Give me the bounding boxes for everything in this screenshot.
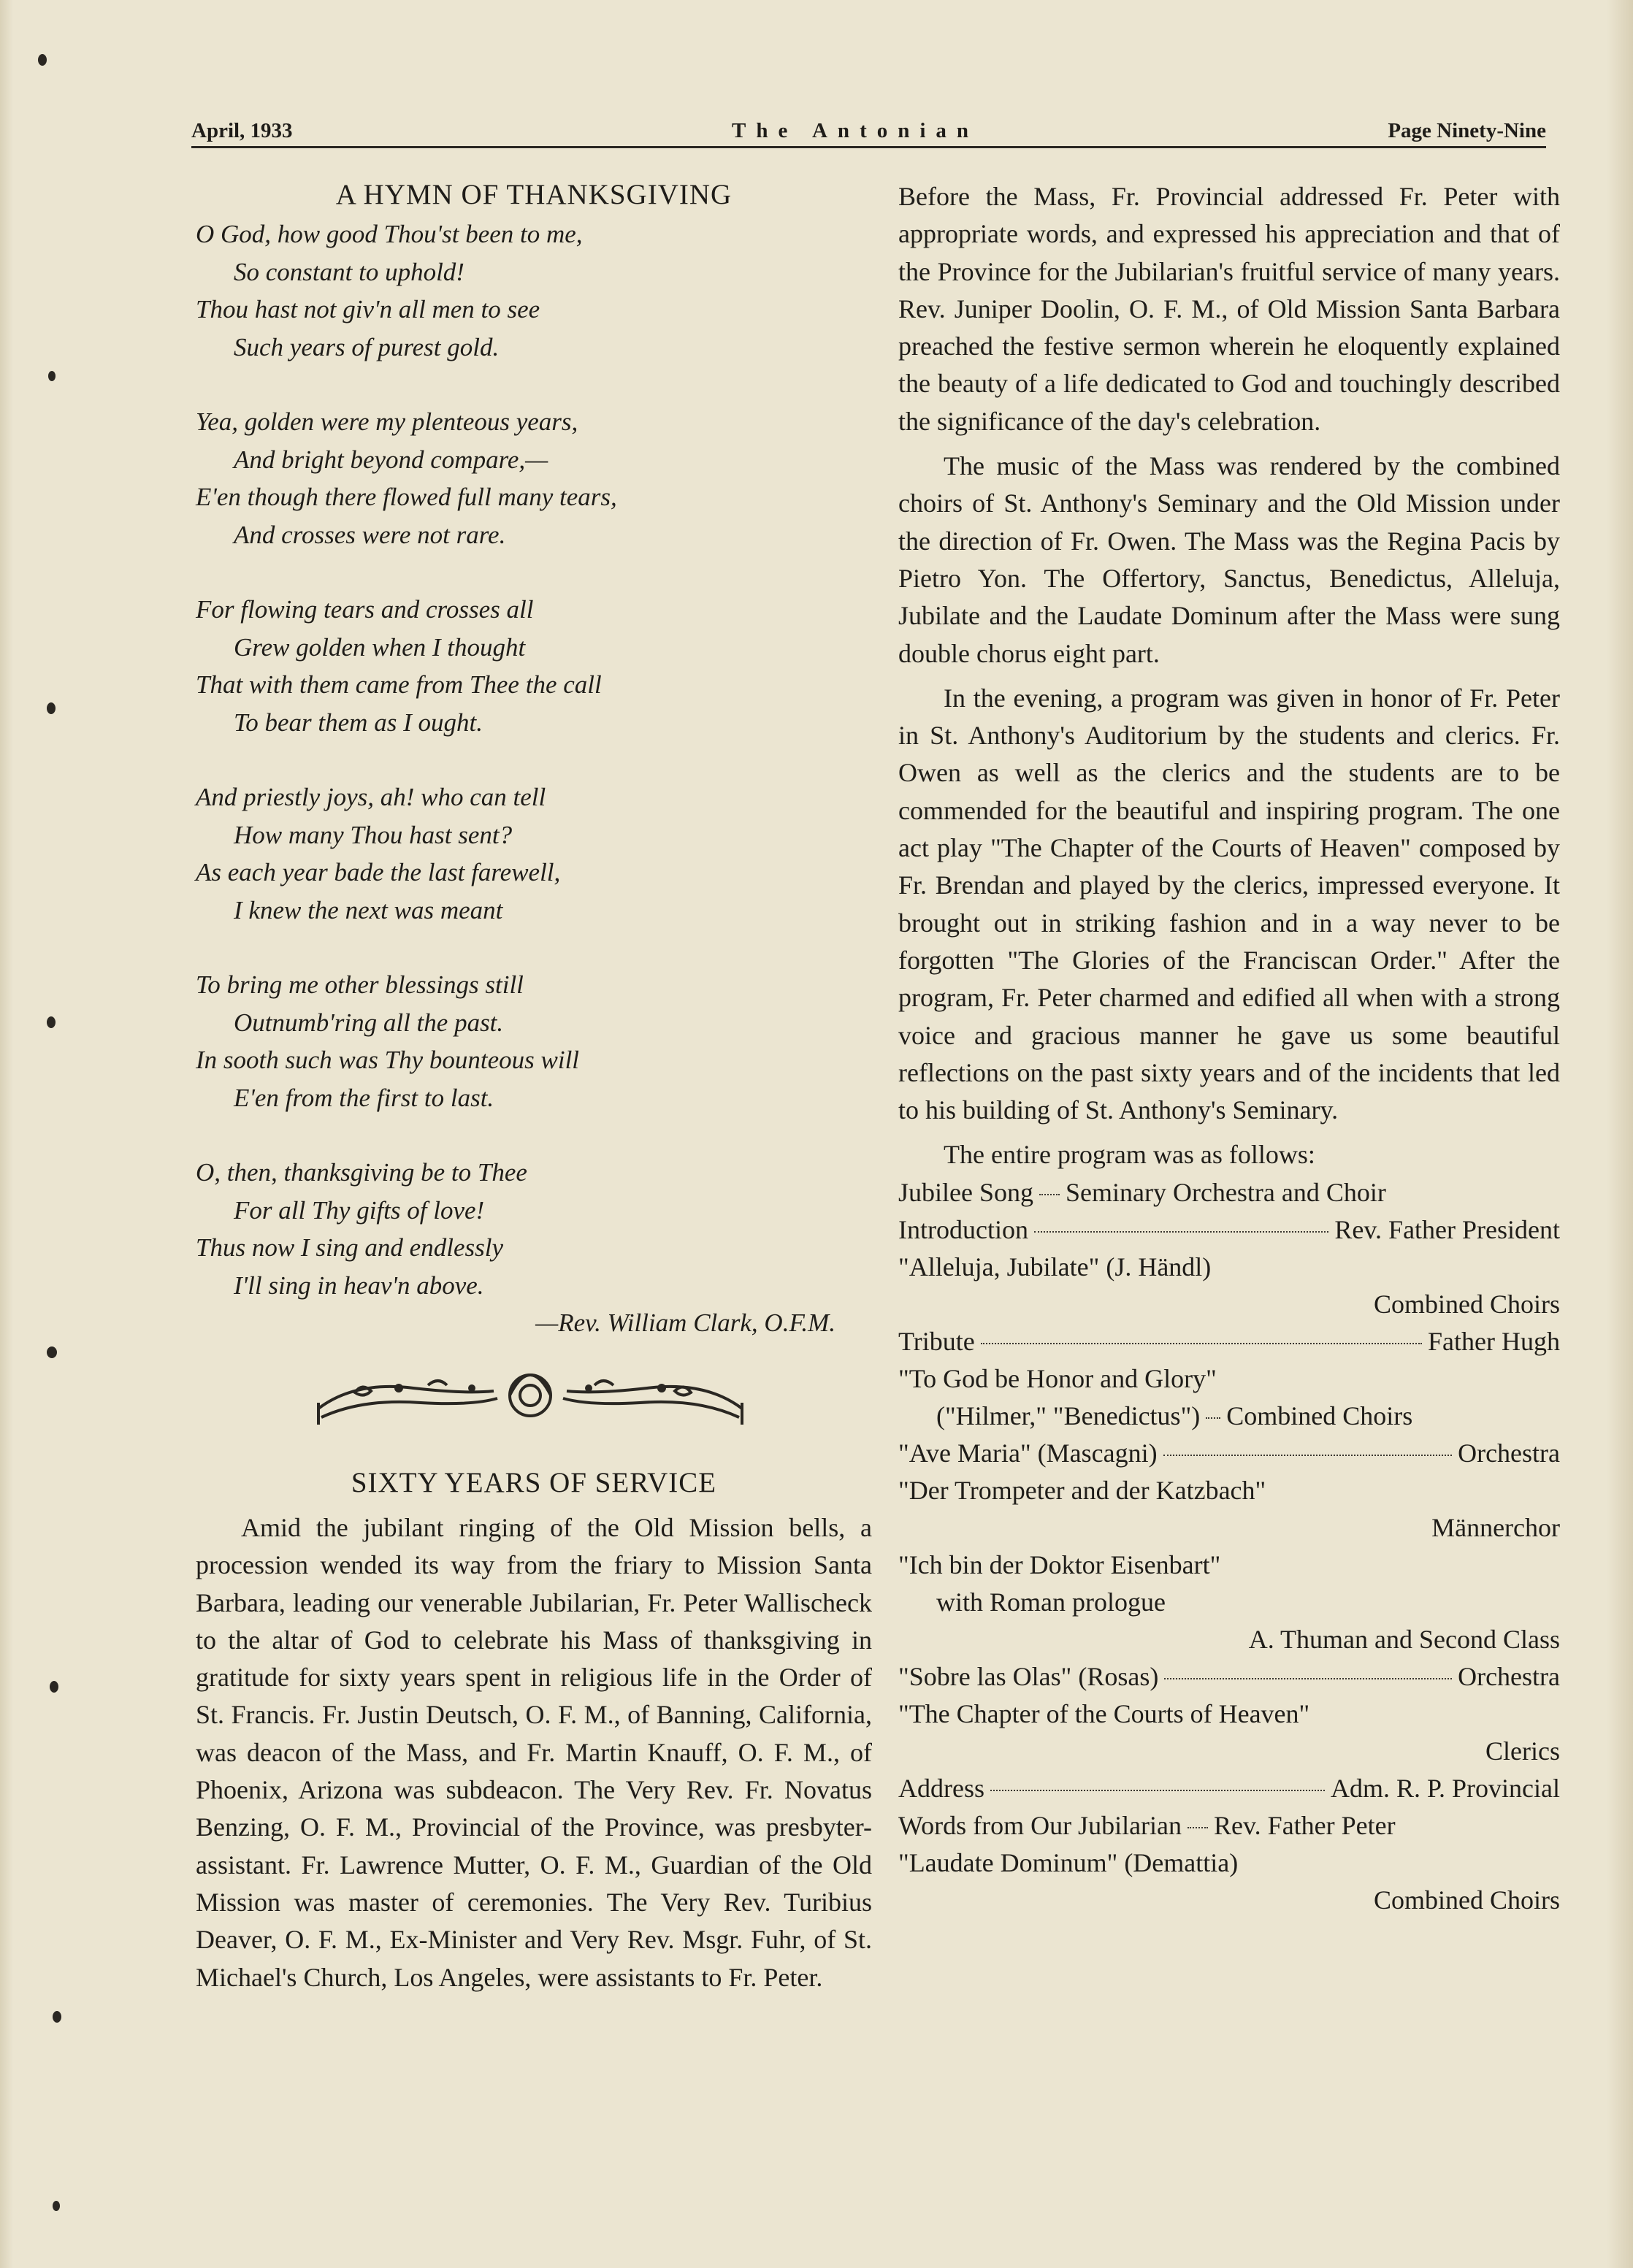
binder-mark [47,702,56,714]
poem-line: O, then, thanksgiving be to Thee [196,1158,527,1187]
program-performer: Orchestra [1458,1661,1560,1691]
program-title: "Der Trompeter and der Katzbach" [898,1475,1266,1505]
poem-line: As each year bade the last farewell, [196,858,561,886]
program-item [898,1174,1560,1211]
binder-mark [53,2011,61,2023]
program-item [898,1211,1560,1249]
right-column [898,178,1560,1919]
program-title: "Laudate Dominum" (Demattia) [898,1847,1239,1877]
article-paragraph: In the evening, a program was given in honor of Fr. Peter in St. Anthony's Auditorium by the students and clerics. Fr. Owen as well as the clerics and the students are to be commended for the beautiful and inspiring program. The one act play "The Chapter of the Courts of Heaven" composed by Fr. Brendan and played by the clerics, impressed everyone. It brought out in striking fashion and in a way never to be forgotten "The Glories of the Franciscan Order." After the program, Fr. Peter charmed and edified all when with a strong voice and gracious manner he gave us some beautiful reflections on the past sixty years and of the incidents that led to his building of St. Anthony's Seminary. [898,683,1560,1125]
program-performer: A. Thuman and Second Class [1248,1624,1560,1654]
binder-mark [50,1681,58,1693]
poem-line: Thus now I sing and endlessly [196,1233,503,1262]
program-performer: Adm. R. P. Provincial [1330,1773,1560,1803]
program-performer: Rev. Father Peter [1214,1810,1396,1840]
left-column [196,178,872,1996]
program-item [898,1770,1560,1807]
poem-line: For all Thy gifts of love! [234,1195,485,1225]
poem-line: In sooth such was Thy bounteous will [196,1046,580,1074]
program-title: "Ich bin der Doktor Eisenbart" [898,1549,1221,1579]
poem-line: O God, how good Thou'st been to me, [196,220,583,248]
program-performer: Orchestra [1458,1438,1560,1468]
ornament-divider-icon [311,1366,749,1426]
poem-stanza [196,778,872,929]
journal-title: The Antonian [732,119,979,142]
page-number: Page Ninety-Nine [1388,119,1546,142]
program-item [898,1435,1560,1472]
poem-stanza [196,215,872,366]
article-paragraph: Before the Mass, Fr. Provincial addressed Fr. Peter with appropriate words, and expressed his appreciation and that of the Province for the Jubilarian's fruitful service of many years. Rev. Juniper Doolin, O. F. M., of Old Mission Santa Barbara preached the festive sermon wherein he eloquently explained the beauty of a life dedicated to God and touchingly described the significance of the day's celebration. [898,182,1560,436]
program-list [898,1174,1560,1919]
program-performer: Rev. Father President [1334,1214,1560,1244]
program-item [898,1658,1560,1696]
program-performer: Combined Choirs [1373,1289,1560,1319]
program-item [898,1398,1560,1435]
poem-body [196,215,872,1341]
binder-mark [48,371,56,381]
poem-line: E'en though there flowed full many tears, [196,483,617,511]
leader-dots [1034,1231,1328,1233]
poem-line: E'en from the first to last. [234,1083,494,1112]
program-performer: Combined Choirs [1226,1401,1413,1430]
poem-line: Outnumb'ring all the past. [234,1008,504,1037]
program-title: "Ave Maria" (Mascagni) [898,1438,1158,1468]
program-performer: Clerics [1485,1736,1560,1766]
leader-dots [1188,1827,1208,1828]
poem-line: So constant to uphold! [234,257,464,286]
poem-stanza [196,966,872,1116]
poem-line: And priestly joys, ah! who can tell [196,783,546,811]
program-title: Address [898,1773,984,1803]
page-header [191,114,1546,148]
poem-title: A HYMN OF THANKSGIVING [335,179,733,210]
poem-line: Yea, golden were my plenteous years, [196,407,578,436]
leader-dots [1206,1417,1220,1419]
program-title: "Alleluja, Jubilate" (J. Händl) [898,1252,1212,1282]
program-title: Introduction [898,1214,1028,1244]
program-performer: Männerchor [1431,1512,1560,1542]
leader-dots [990,1790,1325,1791]
program-performer: Father Hugh [1428,1326,1560,1356]
program-title: Words from Our Jubilarian [898,1810,1182,1840]
poem-line: Such years of purest gold. [234,332,500,361]
poem-line: How many Thou hast sent? [234,820,513,849]
binder-mark [53,2201,60,2211]
poem-stanza [196,1154,872,1304]
poem-line: For flowing tears and crosses all [196,595,534,624]
article-paragraph: Amid the jubilant ringing of the Old Mission bells, a procession wended its way from the friary to Mission Santa Barbara, leading our venerable Jubilarian, Fr. Peter Wallischeck to the altar of God to celebrate his Mass of thanksgiving in gratitude for sixty years spent in religious life in the Order of St. Francis. Fr. Justin Deutsch, O. F. M., of Banning, California, was deacon of the Mass, and Fr. Martin Knauff, O. F. M., of Phoenix, Arizona was subdeacon. The Very Rev. Fr. Novatus Benzing, O. F. M., Provincial of the Province, was presbyter-assistant. Fr. Lawrence Mutter, O. F. M., Guardian of the Old Mission was master of ceremonies. The Very Rev. Turibius Deaver, O. F. M., Ex-Minister and Very Rev. Msgr. Fuhr, of St. Michael's Church, Los Angeles, were assistants to Fr. Peter. [196,1513,872,1992]
poem-stanza [196,591,872,741]
poem-author: —Rev. William Clark, O.F.M. [535,1309,835,1337]
program-title: "To God be Honor and Glory" [898,1363,1217,1393]
leader-dots [1163,1455,1452,1456]
program-item [898,1807,1560,1844]
program-title: Jubilee Song [898,1177,1033,1207]
poem-line: Grew golden when I thought [234,632,526,662]
issue-date: April, 1933 [191,119,293,142]
poem-line: Thou hast not giv'n all men to see [196,295,540,323]
program-performer: Seminary Orchestra and Choir [1066,1177,1386,1207]
poem-line: I'll sing in heav'n above. [234,1271,484,1300]
program-subtitle: with Roman prologue [936,1587,1166,1617]
poem-line: I knew the next was meant [234,895,503,924]
poem-line: And bright beyond compare,— [234,445,548,474]
poem-line: That with them came from Thee the call [196,670,602,699]
program-performer: Combined Choirs [1373,1885,1560,1915]
poem-line: And crosses were not rare. [234,520,506,549]
poem-line: To bear them as I ought. [234,708,483,737]
program-subtitle: ("Hilmer," "Benedictus") [936,1401,1201,1430]
article-title: SIXTY YEARS OF SERVICE [351,1467,717,1498]
leader-dots [981,1343,1422,1344]
article-paragraph: The entire program was as follows: [944,1140,1315,1170]
leader-dots [1164,1678,1452,1679]
leader-dots [1039,1194,1060,1195]
poem-stanza [196,403,872,553]
program-title: Tribute [898,1326,975,1356]
program-title: "Sobre las Olas" (Rosas) [898,1661,1159,1691]
binder-mark [47,1016,56,1028]
binder-mark [38,54,47,66]
binder-mark [47,1346,57,1358]
article-paragraph: The music of the Mass was rendered by the combined choirs of St. Anthony's Seminary and the Old Mission under the direction of Fr. Owen. The Mass was the Regina Pacis by Pietro Yon. The Offertory, Sanctus, Benedictus, Alleluja, Jubilate and the Laudate Dominum after the Mass were sung double chorus eight part. [898,451,1560,668]
poem-line: To bring me other blessings still [196,970,524,999]
program-title: "The Chapter of the Courts of Heaven" [898,1698,1310,1728]
program-item [898,1323,1560,1360]
